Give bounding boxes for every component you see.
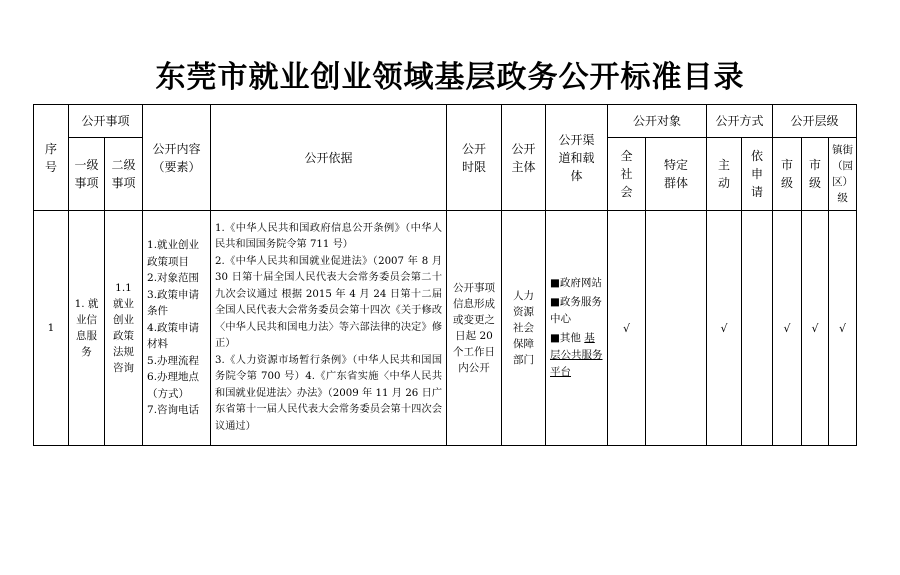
content-item: 4.政策申请材料 — [147, 321, 200, 351]
header-level-group: 公开层级 — [773, 105, 857, 138]
header-on-request: 依申请 — [742, 138, 773, 211]
row-basis — [211, 211, 447, 446]
row-content — [143, 211, 211, 446]
row-level-city2: √ — [802, 211, 829, 446]
row-on-request — [742, 211, 773, 446]
content-item: 3.政策申请条件 — [147, 288, 200, 318]
header-content: 公开内容（要素） — [143, 105, 211, 211]
row-proactive: √ — [707, 211, 742, 446]
content-item: 7.咨询电话 — [147, 404, 200, 417]
channel-other-link: 基层公共服务平台 — [550, 332, 603, 378]
row-subject: 人力资源社会保障部门 — [502, 211, 546, 446]
page-title: 东莞市就业创业领域基层政务公开标准目录 — [155, 60, 745, 95]
header-level1: 一级事项 — [69, 138, 105, 211]
row-level2: 1.1 就业创业政策法规咨询 — [105, 211, 143, 446]
header-level-city2: 市级 — [802, 138, 829, 211]
table-row — [34, 211, 857, 446]
header-specific-group: 特定群体 — [646, 138, 707, 211]
row-channels — [546, 211, 608, 446]
header-channel: 公开渠道和载体 — [546, 105, 608, 211]
header-level-city1: 市级 — [773, 138, 802, 211]
basis-item: 1.《中华人民共和国政府信息公开条例》（中华人民共和国国务院令第 711 号） — [215, 222, 443, 251]
header-target-group: 公开对象 — [608, 105, 707, 138]
row-level-town: √ — [829, 211, 857, 446]
header-basis: 公开依据 — [211, 105, 447, 211]
content-item: 2.对象范围 — [147, 272, 200, 285]
header-time-limit: 公开时限 — [447, 105, 502, 211]
basis-item: 3.《人力资源市场暂行条例》（中华人民共和国国务院令第 700 号）4.《广东省实施〈中华人民共和国就业促进法〉办法》（2009 年 11 月 26 日广东省第十一届人民代表大会常务委员会第十四次会议通过） — [215, 354, 443, 432]
header-proactive: 主动 — [707, 138, 742, 211]
content-item: 5.办理流程 — [147, 354, 200, 367]
row-time-limit: 公开事项信息形成或变更之日起 20 个工作日内公开 — [447, 211, 502, 446]
channel-item: ■政务服务中心 — [550, 296, 602, 325]
basis-item: 2.《中华人民共和国就业促进法》（2007 年 8 月 30 日第十届全国人民代表大会常务委员会第二十九次会议通过 根据 2015 年 4 月 24 日第十二届全国人民代表大会常务委员会第十四次《关于修改〈中华人民共和国电力法〉等六部法律的决定》修正） — [215, 255, 443, 350]
row-level-city1: √ — [773, 211, 802, 446]
header-item-group: 公开事项 — [69, 105, 143, 138]
row-specific-group — [646, 211, 707, 446]
header-level-town: 镇街（园区）级 — [829, 138, 857, 211]
header-level2: 二级事项 — [105, 138, 143, 211]
header-all-society: 全社会 — [608, 138, 646, 211]
header-seq: 序号 — [34, 105, 69, 211]
header-method-group: 公开方式 — [707, 105, 773, 138]
row-level1: 1. 就业信息服务 — [69, 211, 105, 446]
catalog-table — [33, 104, 857, 446]
channel-item: ■政府网站 — [550, 277, 602, 289]
content-item: 1.就业创业政策项目 — [147, 239, 200, 268]
channel-item: ■其他 基层公共服务平台 — [550, 332, 603, 378]
row-seq: 1 — [34, 211, 69, 446]
row-all-society: √ — [608, 211, 646, 446]
header-subject: 公开主体 — [502, 105, 546, 211]
content-item: 6.办理地点（方式） — [147, 371, 200, 400]
